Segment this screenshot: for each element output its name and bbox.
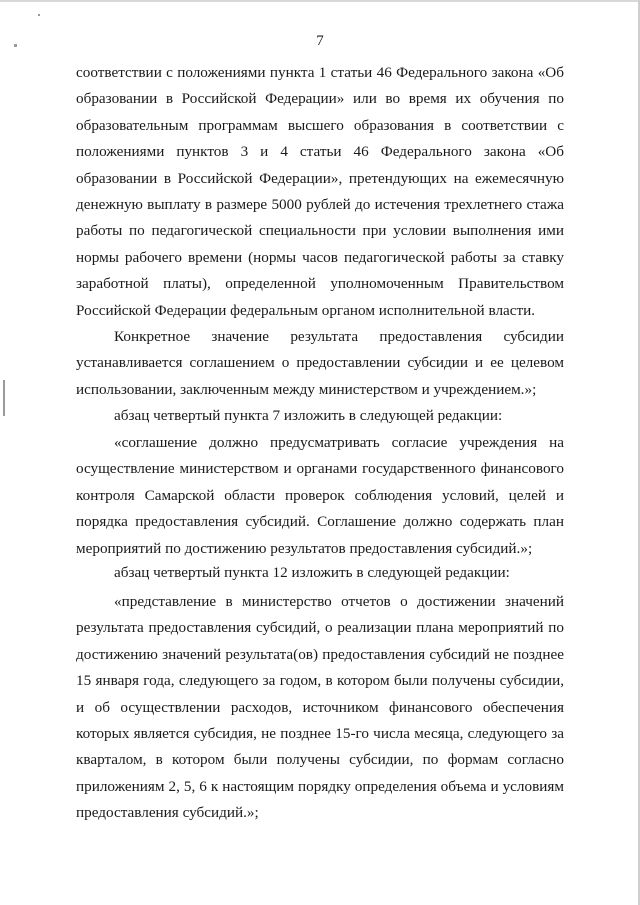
text-line: «соглашение должно предусматривать согласие учреждения на: [114, 434, 564, 451]
paragraph: [76, 430, 564, 562]
text-line: и об осуществлении расходов, источником финансового обеспечения: [76, 698, 564, 716]
text-line: предоставления субсидий.»;: [76, 804, 259, 822]
text-line: образовании в Российской Федерации», претендующих на ежемесячную: [76, 169, 564, 187]
paragraph: [76, 560, 564, 586]
text-line: кварталом, в котором были получены субсидии, по формам согласно: [76, 751, 564, 769]
text-line: работы по педагогической специальности при условии выполнения ими: [76, 222, 564, 240]
page-number: 7: [316, 33, 324, 49]
text-line: результата предоставления субсидий, о реализации плана мероприятий по: [76, 619, 564, 637]
text-line: осуществление министерством и органами государственного финансового: [76, 460, 564, 478]
text-line: заработной платы), определенной уполномоченным Правительством: [76, 275, 564, 293]
text-line: абзац четвертый пункта 7 изложить в следующей редакции:: [114, 407, 503, 424]
text-line: Российской Федерации федеральным органом исполнительной власти.: [76, 301, 536, 319]
text-line: мероприятий по достижению результатов предоставления субсидий.»;: [76, 539, 533, 557]
text-line: устанавливается соглашением о предоставлении субсидии и ее целевом: [76, 354, 564, 372]
text-line: приложениям 2, 5, 6 к настоящим порядку определения объема и условиям: [76, 777, 564, 795]
paragraph: [76, 589, 564, 827]
text-line: соответствии с положениями пункта 1 статьи 46 Федерального закона «Об: [76, 64, 564, 81]
text-line: нормы рабочего времени (нормы часов педагогической работы за ставку: [76, 248, 564, 266]
text-line: достижению значений результата(ов) предоставления субсидий не позднее: [76, 645, 564, 663]
scan-top-edge: [0, 0, 640, 2]
scan-mark: [3, 380, 5, 416]
text-line: абзац четвертый пункта 12 изложить в следующей редакции:: [114, 564, 510, 581]
paragraph: [76, 324, 564, 403]
text-line: которых является субсидия, не позднее 15-го числа месяца, следующего за: [76, 724, 564, 742]
text-line: положениями пунктов 3 и 4 статьи 46 Федерального закона «Об: [76, 143, 564, 161]
text-line: денежную выплату в размере 5000 рублей до истечения трехлетнего стажа: [76, 195, 564, 213]
text-line: 15 января года, следующего за годом, в котором были получены субсидии,: [76, 672, 564, 690]
paragraph: [76, 403, 564, 429]
text-line: образовательным программам высшего образования в соответствии с: [76, 116, 564, 134]
text-line: использовании, заключенным между министерством и учреждением.»;: [76, 380, 537, 398]
text-line: «представление в министерство отчетов о достижении значений: [114, 593, 564, 610]
text-line: Конкретное значение результата предоставления субсидии: [114, 328, 564, 345]
text-line: порядка предоставления субсидий. Соглашение должно содержать план: [76, 513, 564, 531]
text-line: образовании в Российской Федерации» или во время их обучения по: [76, 90, 564, 108]
paragraph: [76, 60, 564, 324]
text-line: контроля Самарской области проверок соблюдения условий, целей и: [76, 486, 564, 504]
scan-mark: [38, 14, 40, 16]
